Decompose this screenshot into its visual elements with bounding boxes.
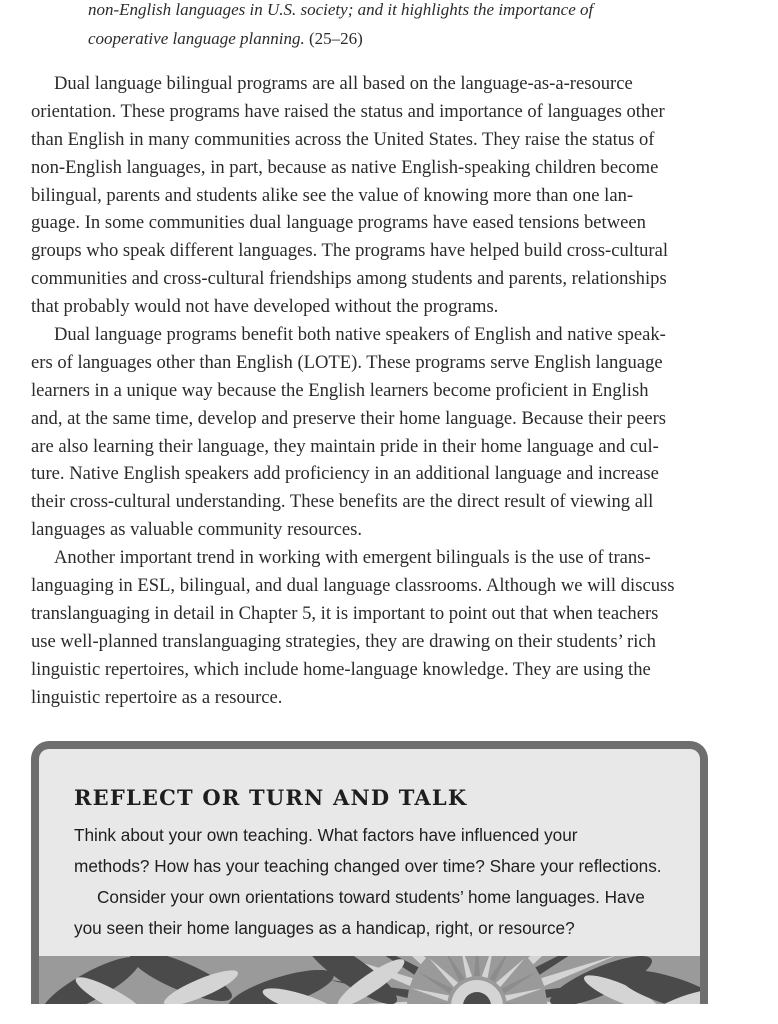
paragraph-2-line: languages as valuable community resources. — [31, 519, 362, 541]
paragraph-1-line: orientation. These programs have raised the status and importance of languages other — [31, 100, 665, 122]
block-quote-line-1: non-English languages in U.S. society; and it highlights the importance of — [88, 0, 594, 19]
paragraph-1-line: that probably would not have developed without the programs. — [31, 296, 499, 318]
paragraph-1-line: Dual language bilingual programs are all based on the language-as-a-resource — [54, 73, 633, 94]
paragraph-1-line: than English in many communities across the United States. They raise the status of — [31, 128, 655, 150]
paragraph-3-line: languaging in ESL, bilingual, and dual language classrooms. Although we will discuss — [31, 575, 675, 597]
reflect-line: you seen their home languages as a handicap, right, or resource? — [74, 918, 575, 938]
mandala-pattern-icon — [31, 956, 708, 1004]
paragraph-3-line: linguistic repertoire as a resource. — [31, 686, 283, 708]
paragraph-2-line: their cross-cultural understanding. These benefits are the direct result of viewing all — [31, 491, 654, 513]
paragraph-1-line: communities and cross-cultural friendships among students and parents, relationships — [31, 268, 667, 290]
reflect-line: Think about your own teaching. What factors have influenced your — [74, 825, 578, 845]
paragraph-2-line: learners in a unique way because the English learners become proficient in English — [31, 379, 649, 401]
paragraph-1-line: groups who speak different languages. The programs have helped build cross-cultural — [31, 240, 668, 262]
paragraph-2-line: and, at the same time, develop and preserve their home language. Because their peers — [31, 407, 667, 429]
reflect-line: methods? How has your teaching changed over time? Share your reflections. — [74, 856, 662, 876]
body-text — [31, 70, 711, 711]
paragraph-2-line: ers of languages other than English (LOTE). These programs serve English language — [31, 351, 663, 373]
reflect-line: Consider your own orientations toward students’ home languages. Have — [97, 887, 645, 907]
paragraph-3-line: linguistic repertoires, which include home-language knowledge. They are using the — [31, 658, 651, 680]
paragraph-1-line: non-English languages, in part, because as native English-speaking children become — [31, 156, 659, 178]
paragraph-2-line: Dual language programs benefit both native speakers of English and native speak- — [54, 324, 666, 346]
paragraph-2-line: ture. Native English speakers add proficiency in an additional language and increase — [31, 463, 659, 485]
paragraph-3-line: use well-planned translanguaging strategies, they are drawing on their students’ rich — [31, 630, 656, 652]
reflect-box-text — [74, 820, 662, 944]
reflect-box-title: REFLECT OR TURN AND TALK — [74, 785, 468, 810]
paragraph-1-line: bilingual, parents and students alike see the value of knowing more than one lan- — [31, 184, 634, 206]
block-quote-line-2: cooperative language planning. (25–26) — [88, 29, 363, 48]
reflect-or-turn-and-talk-box — [31, 741, 708, 1004]
paragraph-3-line: Another important trend in working with emergent bilinguals is the use of trans- — [54, 547, 651, 569]
paragraph-3-line: translanguaging in detail in Chapter 5, it is important to point out that when teachers — [31, 602, 659, 624]
paragraph-1-line: guage. In some communities dual language programs have eased tensions between — [31, 212, 646, 234]
paragraph-2-line: are also learning their language, they maintain pride in their home language and cul- — [31, 435, 659, 457]
quote-citation: (25–26) — [308, 29, 363, 48]
